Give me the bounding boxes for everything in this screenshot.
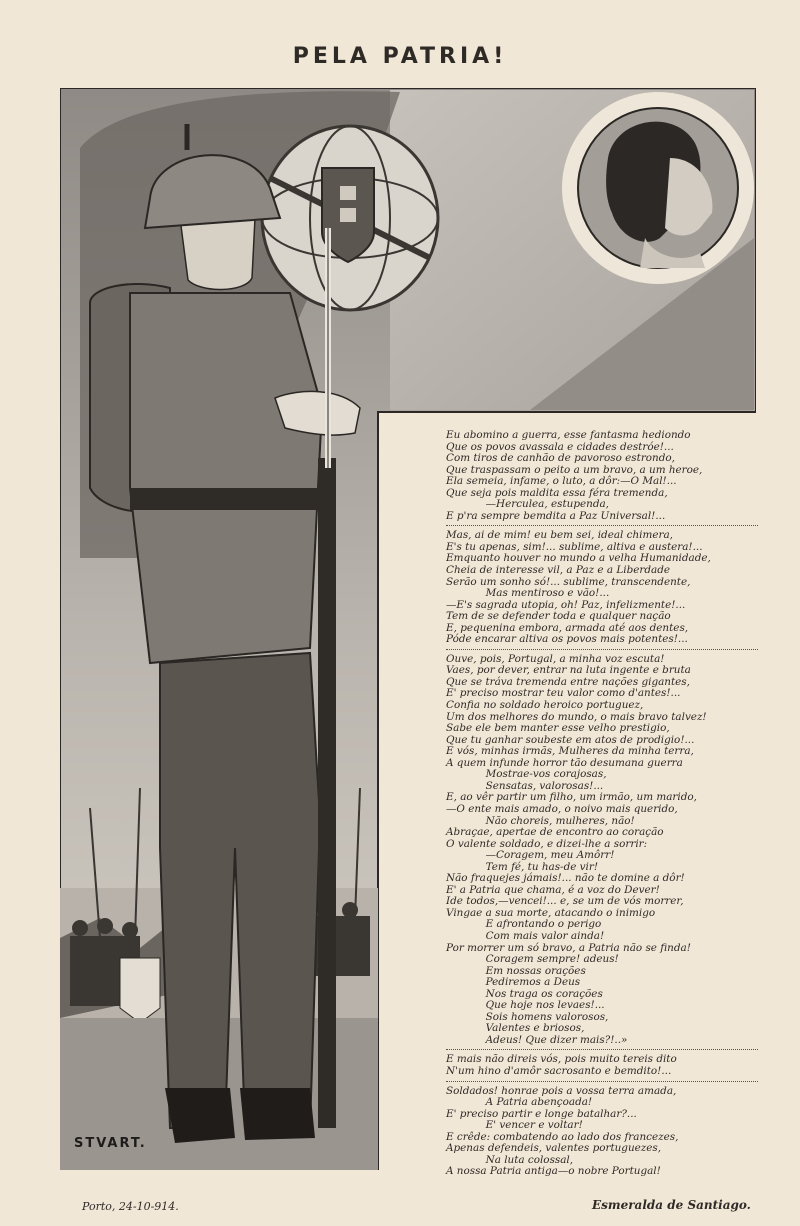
page-title: PELA PATRIA! <box>292 44 508 69</box>
poem-line: E' preciso partir e longe batalhar?... <box>446 1107 637 1120</box>
poem-line: Que traspassam o peito a um bravo, a um heroe, <box>446 463 703 476</box>
poem-line: E's tu apenas, sim!... sublime, altiva e austera!... <box>446 540 703 553</box>
poem-line: Tem de se defender toda e qualquer nação <box>446 610 671 623</box>
poem-line: Com mais valor ainda! <box>446 929 605 942</box>
poem-line: Mas mentiroso e vão!... <box>446 587 610 600</box>
poem-line: Sois homens valorosos, <box>446 1010 609 1023</box>
poem-line: Não choreis, mulheres, não! <box>446 814 635 827</box>
poem-line: —Coragem, meu Amôrr! <box>446 849 615 862</box>
poem-stanza-2 <box>446 530 766 645</box>
poem-line: Sabe ele bem manter esse velho prestigio, <box>446 722 670 735</box>
poem-line: Mas, ai de mim! eu bem sei, ideal chimera, <box>446 529 673 542</box>
place-date: Porto, 24-10-914. <box>82 1200 179 1213</box>
poem-line: E crêde: combatendo ao lado dos francezes, <box>446 1130 679 1143</box>
poem-line: Nos traga os corações <box>446 987 603 1000</box>
poem-line: Serão um sonho só!... sublime, transcendente, <box>446 575 691 588</box>
poem-line: Com tiros de canhão de pavoroso estrondo, <box>446 452 675 465</box>
poem-line: Ide todos,—vencei!... e, se um de vós morrer, <box>446 895 684 908</box>
poem-line: Pediremos a Deus <box>446 976 581 989</box>
poem-line: Vaes, por dever, entrar na luta ingente e bruta <box>446 664 691 677</box>
poem-line: Ouve, pois, Portugal, a minha voz escuta! <box>446 652 665 665</box>
poem-line: Na luta colossal, <box>446 1153 574 1166</box>
poem-line: Adeus! Que dizer mais?!..» <box>446 1033 628 1046</box>
poem-line: Em nossas orações <box>446 964 586 977</box>
stanza-divider <box>446 1081 758 1082</box>
portrait-medallion <box>562 92 754 284</box>
poem-line: E p'ra sempre bemdita a Paz Universal!... <box>446 509 666 522</box>
stanza-divider <box>446 649 758 650</box>
poem-line: A Patria abençoada! <box>446 1096 593 1109</box>
poem-line: Abraçae, apertae de encontro ao coração <box>446 826 664 839</box>
poem-line: E' preciso mostrar teu valor como d'antes!... <box>446 687 681 700</box>
poem-line: Eu abomino a guerra, esse fantasma hediondo <box>446 429 691 441</box>
poem-line: Que hoje nos levaes!... <box>446 999 605 1012</box>
poem-line: Que tu ganhar soubeste em atos de prodigio!... <box>446 733 695 746</box>
stanza-divider <box>446 1049 758 1050</box>
poem-line: Ela semeia, infame, o luto, a dôr:—O Mal!... <box>446 475 677 488</box>
poem-line: E vós, minhas irmãs, Mulheres da minha terra, <box>446 745 694 758</box>
poem-line: Apenas defendeis, valentes portuguezes, <box>446 1142 662 1155</box>
author-name: Esmeralda de Santiago. <box>592 1198 751 1212</box>
poem-line: Cheia de interesse vil, a Paz e a Liberdade <box>446 564 670 577</box>
poem-line: Que seja pois maldita essa féra tremenda, <box>446 486 668 499</box>
poem-line: Mostrae-vos corajosas, <box>446 768 607 781</box>
poem-line: Tem fé, tu has-de vir! <box>446 860 599 873</box>
poem-line: Não fraquejes jámais!... não te domine a dôr! <box>446 872 685 885</box>
poem-line: Emquanto houver no mundo a velha Humanidade, <box>446 552 711 565</box>
poem-line: O valente soldado, e dizei-lhe a sorrir: <box>446 837 648 850</box>
poem-line: E' a Patria que chama, é a voz do Dever! <box>446 883 660 896</box>
poem-line: A quem infunde horror tão desumana guerra <box>446 756 683 769</box>
poem-line: Valentes e briosos, <box>446 1022 585 1035</box>
poem-line: Que se tráva tremenda entre nações gigantes, <box>446 675 690 688</box>
armillary-sphere <box>262 126 438 310</box>
poem-line: —Herculea, estupenda, <box>446 498 609 511</box>
stanza-divider <box>446 525 758 526</box>
poem-line: —E's sagrada utopia, oh! Paz, infelizmente!... <box>446 598 686 611</box>
poem-line: Coragem sempre! adeus! <box>446 953 619 966</box>
poem-line: E, ao vêr partir um filho, um irmão, um marido, <box>446 791 697 804</box>
poem-line: Um dos melhores do mundo, o mais bravo talvez! <box>446 710 707 723</box>
poem-line: Póde encarar altiva os povos mais potentes!... <box>446 633 688 646</box>
poem-line: Vingae a sua morte, atacando o inimigo <box>446 906 656 919</box>
poem-line: Soldados! honrae pois a vossa terra amada, <box>446 1084 677 1097</box>
poem-stanza-1 <box>446 430 766 522</box>
poem <box>446 430 766 1178</box>
poem-line: Por morrer um só bravo, a Patria não se finda! <box>446 941 691 954</box>
poem-line: E, pequenina embora, armada até aos dentes, <box>446 621 689 634</box>
artist-signature: STVART. <box>74 1136 147 1151</box>
poem-stanza-4 <box>446 1054 766 1077</box>
poem-line: Sensatas, valorosas!... <box>446 779 604 792</box>
poem-line: Que os povos avassala e cidades destróe!... <box>446 440 674 453</box>
poem-line: —O ente mais amado, o noivo mais querido, <box>446 802 678 815</box>
poem-line: E mais não direis vós, pois muito tereis dito <box>446 1053 677 1066</box>
poem-line: Confia no soldado heroico portuguez, <box>446 699 644 712</box>
poem-stanza-3 <box>446 654 766 1047</box>
poem-line: A nossa Patria antiga—o nobre Portugal! <box>446 1165 661 1178</box>
poem-stanza-5 <box>446 1086 766 1178</box>
poem-line: N'um hino d'amôr sacrosanto e bemdito!... <box>446 1064 672 1077</box>
poem-line: E afrontando o perigo <box>446 918 602 931</box>
poem-line: E' vencer e voltar! <box>446 1119 583 1132</box>
